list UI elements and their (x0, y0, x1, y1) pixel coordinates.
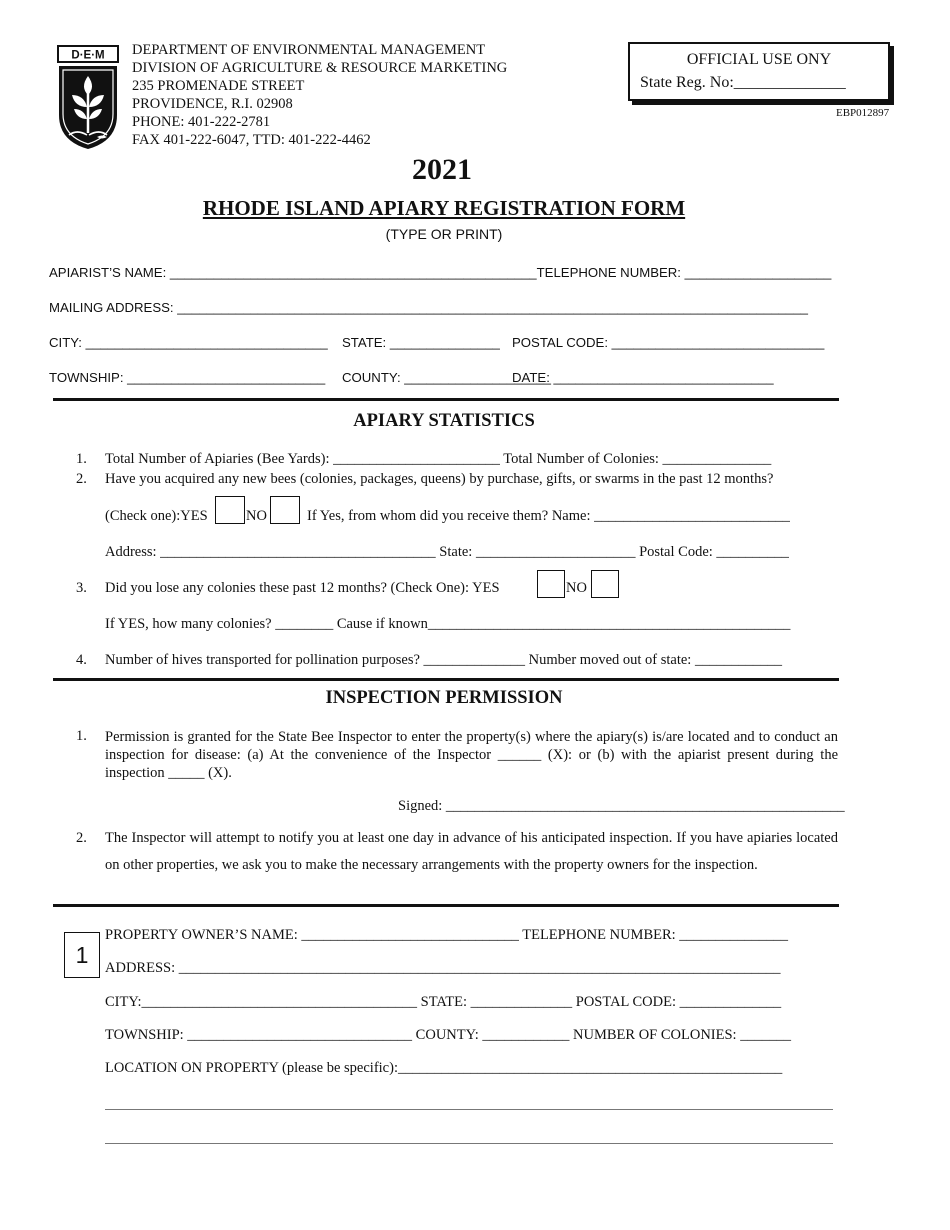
no-label: NO (566, 580, 587, 596)
address-line: PROVIDENCE, R.I. 02908 (132, 95, 293, 112)
official-use-label: OFFICIAL USE ONY (686, 51, 832, 68)
item-number: 1. (76, 451, 87, 467)
received-from-name-field[interactable]: If Yes, from whom did you receive them? Name: ___________________________ (307, 508, 790, 524)
county-field[interactable]: COUNTY: ____________________ (342, 370, 551, 385)
postal-code-field[interactable]: POSTAL CODE: _____________________________ (512, 335, 825, 350)
location-blank-line[interactable] (105, 1143, 833, 1144)
inspection-permission-heading: INSPECTION PERMISSION (325, 688, 563, 708)
apiary-statistics-heading: APIARY STATISTICS (353, 411, 535, 431)
property-city-state-postal-field[interactable]: CITY:______________________________________ STATE: ______________ POSTAL CODE: ______________ (105, 994, 782, 1010)
dem-logo (57, 45, 119, 151)
lost-colonies-yes-checkbox[interactable] (537, 570, 565, 598)
property-address-field[interactable]: ADDRESS: ___________________________________________________________________________________ (105, 960, 781, 976)
signature-field[interactable]: Signed: _______________________________________________________ (398, 798, 845, 814)
state-reg-field[interactable]: State Reg. No:______________ (640, 74, 846, 91)
source-address-field[interactable]: Address: ______________________________________ State: ______________________ Postal Code: __________ (105, 544, 789, 560)
address-line: DEPARTMENT OF ENVIRONMENTAL MANAGEMENT (132, 42, 486, 58)
apiaries-colonies-field[interactable]: Total Number of Apiaries (Bee Yards): _______________________ Total Number of Colonies: _______________ (105, 451, 772, 467)
item-number: 2. (76, 830, 87, 846)
pollination-hives-field[interactable]: Number of hives transported for pollination purposes? ______________ Number moved out of state: ____________ (105, 652, 782, 668)
section-divider (53, 678, 839, 681)
property-number-box: 1 (64, 932, 100, 978)
notification-statement: The Inspector will attempt to notify you at least one day in advance of his anticipated inspection. If you have apiaries located on other properties, we ask you to make the necessary arrangements with the property owners for the inspection. (105, 830, 838, 873)
lost-colonies-no-checkbox[interactable] (591, 570, 619, 598)
city-field[interactable]: CITY: _________________________________ (49, 335, 328, 350)
logo-text: D·E·M (71, 49, 105, 62)
item-number: 3. (76, 580, 87, 596)
form-year: 2021 (412, 153, 472, 186)
new-bees-question: Have you acquired any new bees (colonies, packages, queens) by purchase, gifts, or swarms in the past 12 months? (105, 471, 774, 487)
location-blank-line[interactable] (105, 1109, 833, 1110)
permission-statement: Permission is granted for the State Bee Inspector to enter the property(s) where the apiary(s) is/are located and to conduct an inspection for disease: (a) At the convenience of the Inspector ______ (X): or (b) with the apiarist present during the inspection _____ (X). (105, 729, 838, 781)
date-field[interactable]: DATE: ______________________________ (512, 370, 774, 385)
state-field[interactable]: STATE: _______________ (342, 335, 500, 350)
form-code: EBP012897 (836, 107, 890, 119)
property-township-county-colonies-field[interactable]: TOWNSHIP: _______________________________ COUNTY: ____________ NUMBER OF COLONIES: _______ (105, 1027, 791, 1043)
check-one-label: (Check one):YES (105, 508, 208, 524)
no-label: NO (246, 508, 267, 524)
item-number: 4. (76, 652, 87, 668)
lost-colonies-count-cause-field[interactable]: If YES, how many colonies? ________ Cause if known__________________________________________________ (105, 616, 791, 632)
item-number: 2. (76, 471, 87, 487)
new-bees-no-checkbox[interactable] (270, 496, 300, 524)
location-on-property-field[interactable]: LOCATION ON PROPERTY (please be specific):_____________________________________________________ (105, 1060, 783, 1076)
address-line: 235 PROMENADE STREET (132, 77, 305, 94)
item-number: 1. (76, 728, 87, 744)
township-field[interactable]: TOWNSHIP: ___________________________ (49, 370, 326, 385)
mailing-address-field[interactable]: MAILING ADDRESS: ______________________________________________________________________________________ (49, 300, 808, 315)
section-divider (53, 398, 839, 401)
form-subtitle: (TYPE OR PRINT) (385, 226, 503, 242)
lost-colonies-question: Did you lose any colonies these past 12 months? (Check One): YES (105, 580, 500, 596)
address-line: FAX 401-222-6047, TTD: 401-222-4462 (132, 131, 371, 148)
apiarist-name-telephone-field[interactable]: APIARIST’S NAME: __________________________________________________TELEPHONE NUMBER: ____________________ (49, 265, 832, 280)
department-address (132, 42, 507, 149)
section-divider (53, 904, 839, 907)
address-line: PHONE: 401-222-2781 (132, 113, 271, 130)
address-line: DIVISION OF AGRICULTURE & RESOURCE MARKETING (132, 59, 508, 76)
official-use-box (628, 42, 890, 101)
form-title: RHODE ISLAND APIARY REGISTRATION FORM (202, 196, 686, 220)
new-bees-yes-checkbox[interactable] (215, 496, 245, 524)
property-owner-telephone-field[interactable]: PROPERTY OWNER’S NAME: ______________________________ TELEPHONE NUMBER: _______________ (105, 927, 789, 943)
